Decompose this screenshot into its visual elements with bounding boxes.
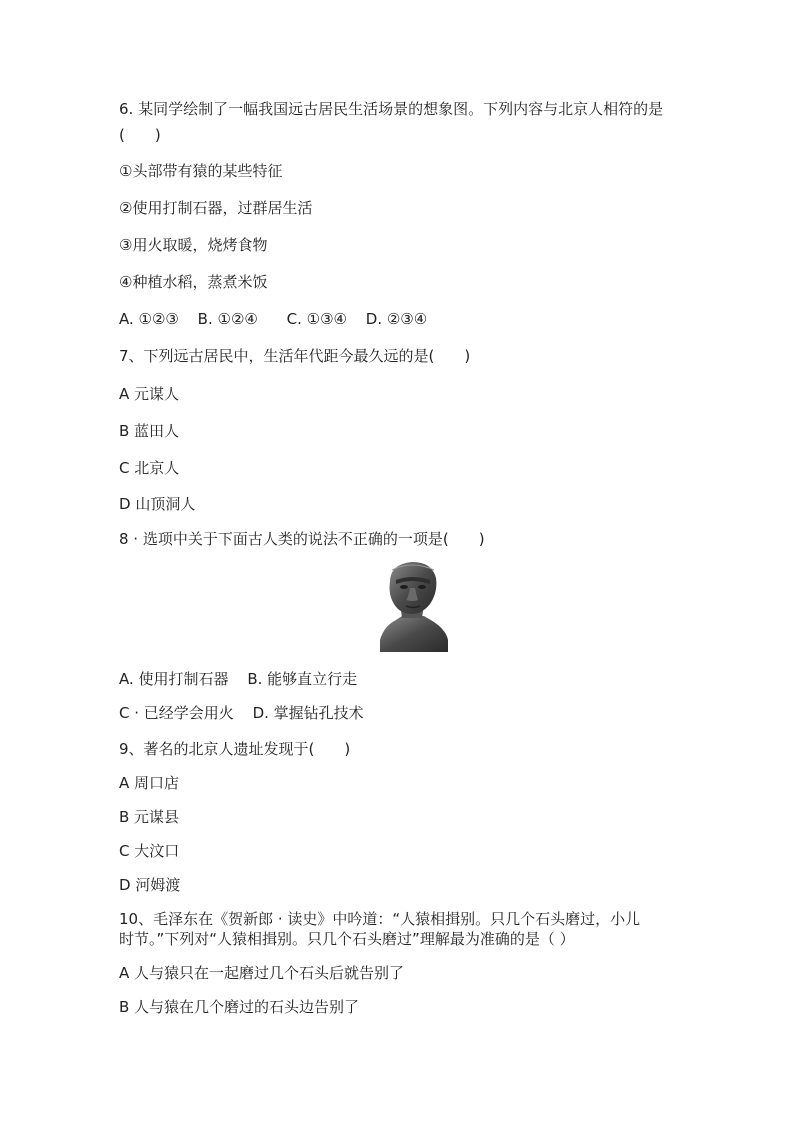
q6-stem: 6. 某同学绘制了一幅我国远古居民生活场景的想象图。下列内容与北京人相符的是( )	[119, 100, 664, 144]
q7-option-c: C 北京人	[119, 459, 180, 477]
q9-option-b: B 元谋县	[119, 808, 180, 826]
q8-options-row-1	[119, 668, 357, 690]
q10-stem-line-2: 时节。”下列对“人猿相揖别。只几个石头磨过”理解最为准确的是（ ）	[119, 930, 575, 948]
q7-option-d: D 山顶洞人	[119, 495, 196, 513]
q7-option-a: A 元谋人	[119, 385, 180, 403]
q9-stem: 9、著名的北京人遗址发现于( )	[119, 740, 351, 758]
q8-option-a: A. 使用打制石器	[119, 670, 229, 688]
q6-item-4: ④种植水稻，蒸煮米饭	[119, 273, 268, 291]
q7-option-b: B 蓝田人	[119, 422, 180, 440]
q10-option-a: A 人与猿只在一起磨过几个石头后就告别了	[119, 964, 405, 982]
q8-option-b: B. 能够直立行走	[247, 670, 358, 688]
q10-stem-line-1: 10、毛泽东在《贺新郎 · 读史》中吟道：“人猿相揖别。只几个石头磨过，小儿	[119, 910, 641, 928]
q6-options	[119, 308, 427, 330]
q6-option-a: A. ①②③	[119, 310, 179, 328]
q6-option-d: D. ②③④	[365, 310, 428, 328]
q8-option-d: D. 掌握钻孔技术	[252, 704, 364, 722]
q9-option-d: D 河姆渡	[119, 876, 181, 894]
peking-man-bust-image	[372, 560, 452, 652]
q10-option-b: B 人与猿在几个磨过的石头边告别了	[119, 998, 360, 1016]
q9-option-a: A 周口店	[119, 774, 180, 792]
q8-stem: 8 · 选项中关于下面古人类的说法不正确的一项是( )	[119, 530, 485, 548]
q6-option-b: B. ①②④	[197, 310, 258, 328]
q8-option-c: C · 已经学会用火	[119, 704, 234, 722]
q8-options-row-2	[119, 702, 364, 724]
q7-stem: 7、下列远古居民中，生活年代距今最久远的是( )	[119, 347, 471, 365]
q6-item-2: ②使用打制石器，过群居生活	[119, 199, 313, 217]
q6-item-3: ③用火取暖，烧烤食物	[119, 236, 268, 254]
q6-item-1: ①头部带有猿的某些特征	[119, 162, 283, 180]
q6-option-c: C. ①③④	[286, 310, 347, 328]
q9-option-c: C 大汶口	[119, 842, 180, 860]
